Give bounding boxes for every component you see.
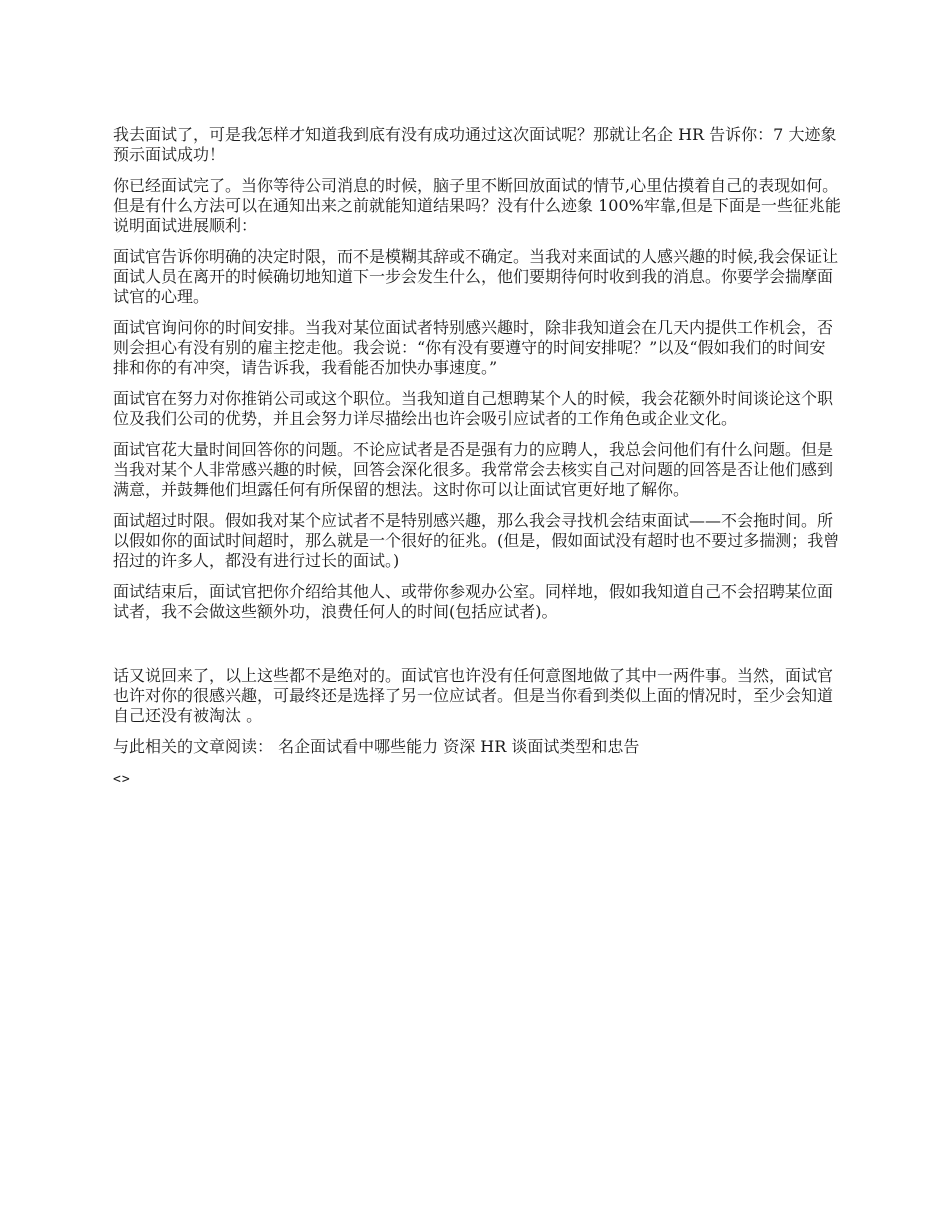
paragraph-sign-deadline: 面试官告诉你明确的决定时限，而不是模糊其辞或不确定。当我对来面试的人感兴趣的时候,我会保证让面试人员在离开的时候确切地知道下一步会发生什么，他们要期待何时收到我的消息。你要学会揣摩面试官的心理。 bbox=[113, 247, 839, 306]
related-articles bbox=[113, 737, 841, 757]
paragraph-context: 你已经面试完了。当你等待公司消息的时候，脑子里不断回放面试的情节,心里估摸着自己的表现如何。但是有什么方法可以在通知出来之前就能知道结果吗？没有什么迹象 100%牢靠,但是下面是一些征兆能说明面试进展顺利： bbox=[113, 176, 841, 235]
related-link-abilities[interactable]: 名企面试看中哪些能力 bbox=[278, 737, 439, 756]
paragraph-intro: 我去面试了，可是我怎样才知道我到底有没有成功通过这次面试呢？那就让名企 HR 告诉你：7 大迹象预示面试成功！ bbox=[113, 125, 837, 164]
paragraph-spacer bbox=[113, 633, 841, 666]
related-articles-label: 与此相关的文章阅读： bbox=[113, 737, 274, 756]
end-mark: <> bbox=[113, 772, 131, 787]
related-link-hr-advice[interactable]: 资深 HR 谈面试类型和忠告 bbox=[443, 737, 640, 756]
article-body bbox=[113, 125, 841, 790]
paragraph-sign-schedule: 面试官询问你的时间安排。当我对某位面试者特别感兴趣时，除非我知道会在几天内提供工作机会，否则会担心有没有别的雇主挖走他。我会说：“你有没有要遵守的时间安排呢？”以及“假如我们的时间安排和你的有冲突，请告诉我，我看能否加快办事速度。” bbox=[113, 318, 834, 377]
paragraph-sign-overtime: 面试超过时限。假如我对某个应试者不是特别感兴趣，那么我会寻找机会结束面试——不会拖时间。所以假如你的面试时间超时，那么就是一个很好的征兆。(但是，假如面试没有超时也不要过多揣测；我曾招过的许多人，都没有进行过长的面试。) bbox=[113, 511, 840, 570]
paragraph-sign-questions: 面试官花大量时间回答你的问题。不论应试者是否是强有力的应聘人，我总会问他们有什么问题。但是当我对某个人非常感兴趣的时候，回答会深化很多。我常常会去核实自己对问题的回答是否让他们感到满意，并鼓舞他们坦露任何有所保留的想法。这时你可以让面试官更好地了解你。 bbox=[113, 440, 834, 499]
paragraph-conclusion: 话又说回来了，以上这些都不是绝对的。面试官也许没有任何意图地做了其中一两件事。当然，面试官也许对你的很感兴趣，可最终还是选择了另一位应试者。但是当你看到类似上面的情况时，至少会知道自己还没有被淘汰 。 bbox=[113, 666, 834, 725]
paragraph-sign-selling: 面试官在努力对你推销公司或这个职位。当我知道自己想聘某个人的时候，我会花额外时间谈论这个职位及我们公司的优势，并且会努力详尽描绘出也许会吸引应试者的工作角色或企业文化。 bbox=[113, 389, 834, 428]
paragraph-sign-introductions: 面试结束后，面试官把你介绍给其他人、或带你参观办公室。同样地，假如我知道自己不会招聘某位面试者，我不会做这些额外功，浪费任何人的时间(包括应试者)。 bbox=[113, 582, 834, 621]
